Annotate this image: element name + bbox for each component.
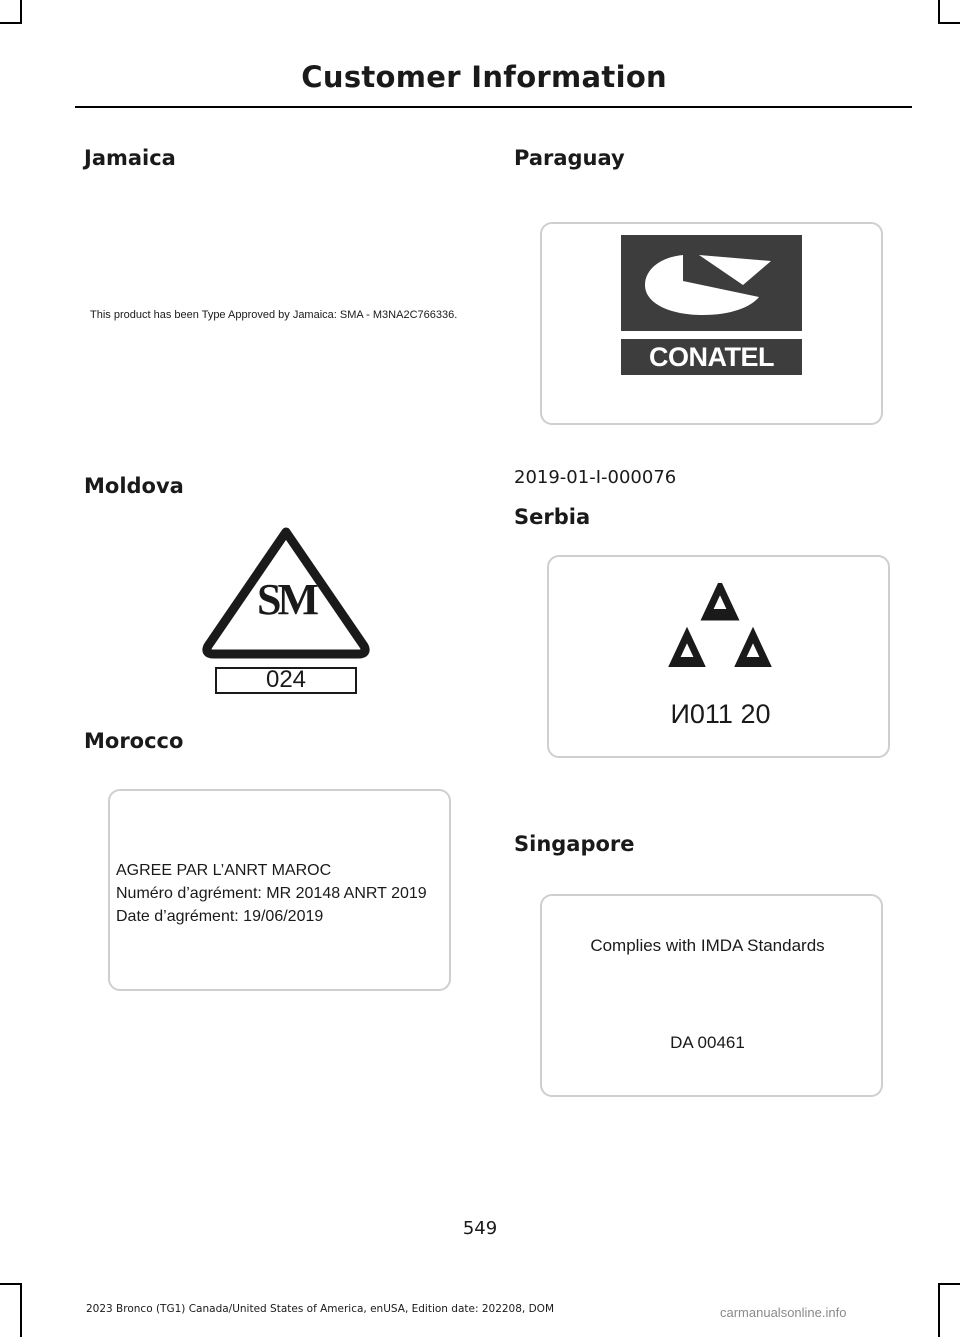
paraguay-label-box	[540, 222, 883, 425]
heading-moldova: Moldova	[84, 474, 184, 498]
crop-mark-bottom-right-h	[938, 1283, 960, 1285]
crop-mark-top-left	[20, 0, 22, 24]
conatel-emblem-icon	[621, 235, 802, 331]
morocco-label-line-3: Date d’agrément: 19/06/2019	[116, 908, 324, 925]
serbia-label-box	[547, 555, 890, 758]
conatel-logo-text: CONATEL	[649, 342, 774, 372]
header-rule	[75, 106, 912, 108]
crop-mark-top-right	[938, 0, 940, 24]
crop-mark-bottom-left	[20, 1283, 22, 1337]
moldova-sm-logo	[196, 518, 376, 708]
heading-morocco: Morocco	[84, 729, 184, 753]
heading-jamaica: Jamaica	[84, 146, 176, 170]
singapore-label-box	[540, 894, 883, 1097]
edition-footer: 2023 Bronco (TG1) Canada/United States of America, enUSA, Edition date: 202208, DOM	[86, 1303, 555, 1315]
heading-serbia: Serbia	[514, 505, 591, 529]
serbia-approval-triangles-icon	[665, 583, 775, 667]
morocco-label-line-2: Numéro d’agrément: MR 20148 ANRT 2019	[116, 885, 427, 902]
serbia-label-code: И011 20	[670, 699, 771, 729]
heading-singapore: Singapore	[514, 832, 635, 856]
jamaica-approval-text: This product has been Type Approved by Jamaica: SMA - M3NA2C766336.	[90, 309, 458, 321]
moldova-logo-code: 024	[265, 666, 307, 693]
heading-paraguay: Paraguay	[514, 146, 625, 170]
conatel-logo	[621, 235, 802, 375]
morocco-label-box	[108, 789, 451, 991]
page-title: Customer Information	[301, 60, 667, 94]
crop-mark-bottom-left-h	[0, 1283, 22, 1285]
singapore-label-line-1: Complies with IMDA Standards	[590, 936, 825, 955]
singapore-label-line-2: DA 00461	[670, 1033, 745, 1052]
watermark: carmanualsonline.info	[720, 1305, 847, 1320]
crop-mark-top-left-h	[0, 22, 22, 24]
crop-mark-bottom-right	[938, 1283, 940, 1337]
crop-mark-top-right-h	[938, 22, 960, 24]
morocco-label-line-1: AGREE PAR L’ANRT MAROC	[116, 862, 332, 879]
paraguay-approval-number: 2019-01-I-000076	[514, 467, 677, 488]
moldova-logo-letters: SM	[257, 575, 315, 624]
page-number: 549	[462, 1218, 498, 1239]
